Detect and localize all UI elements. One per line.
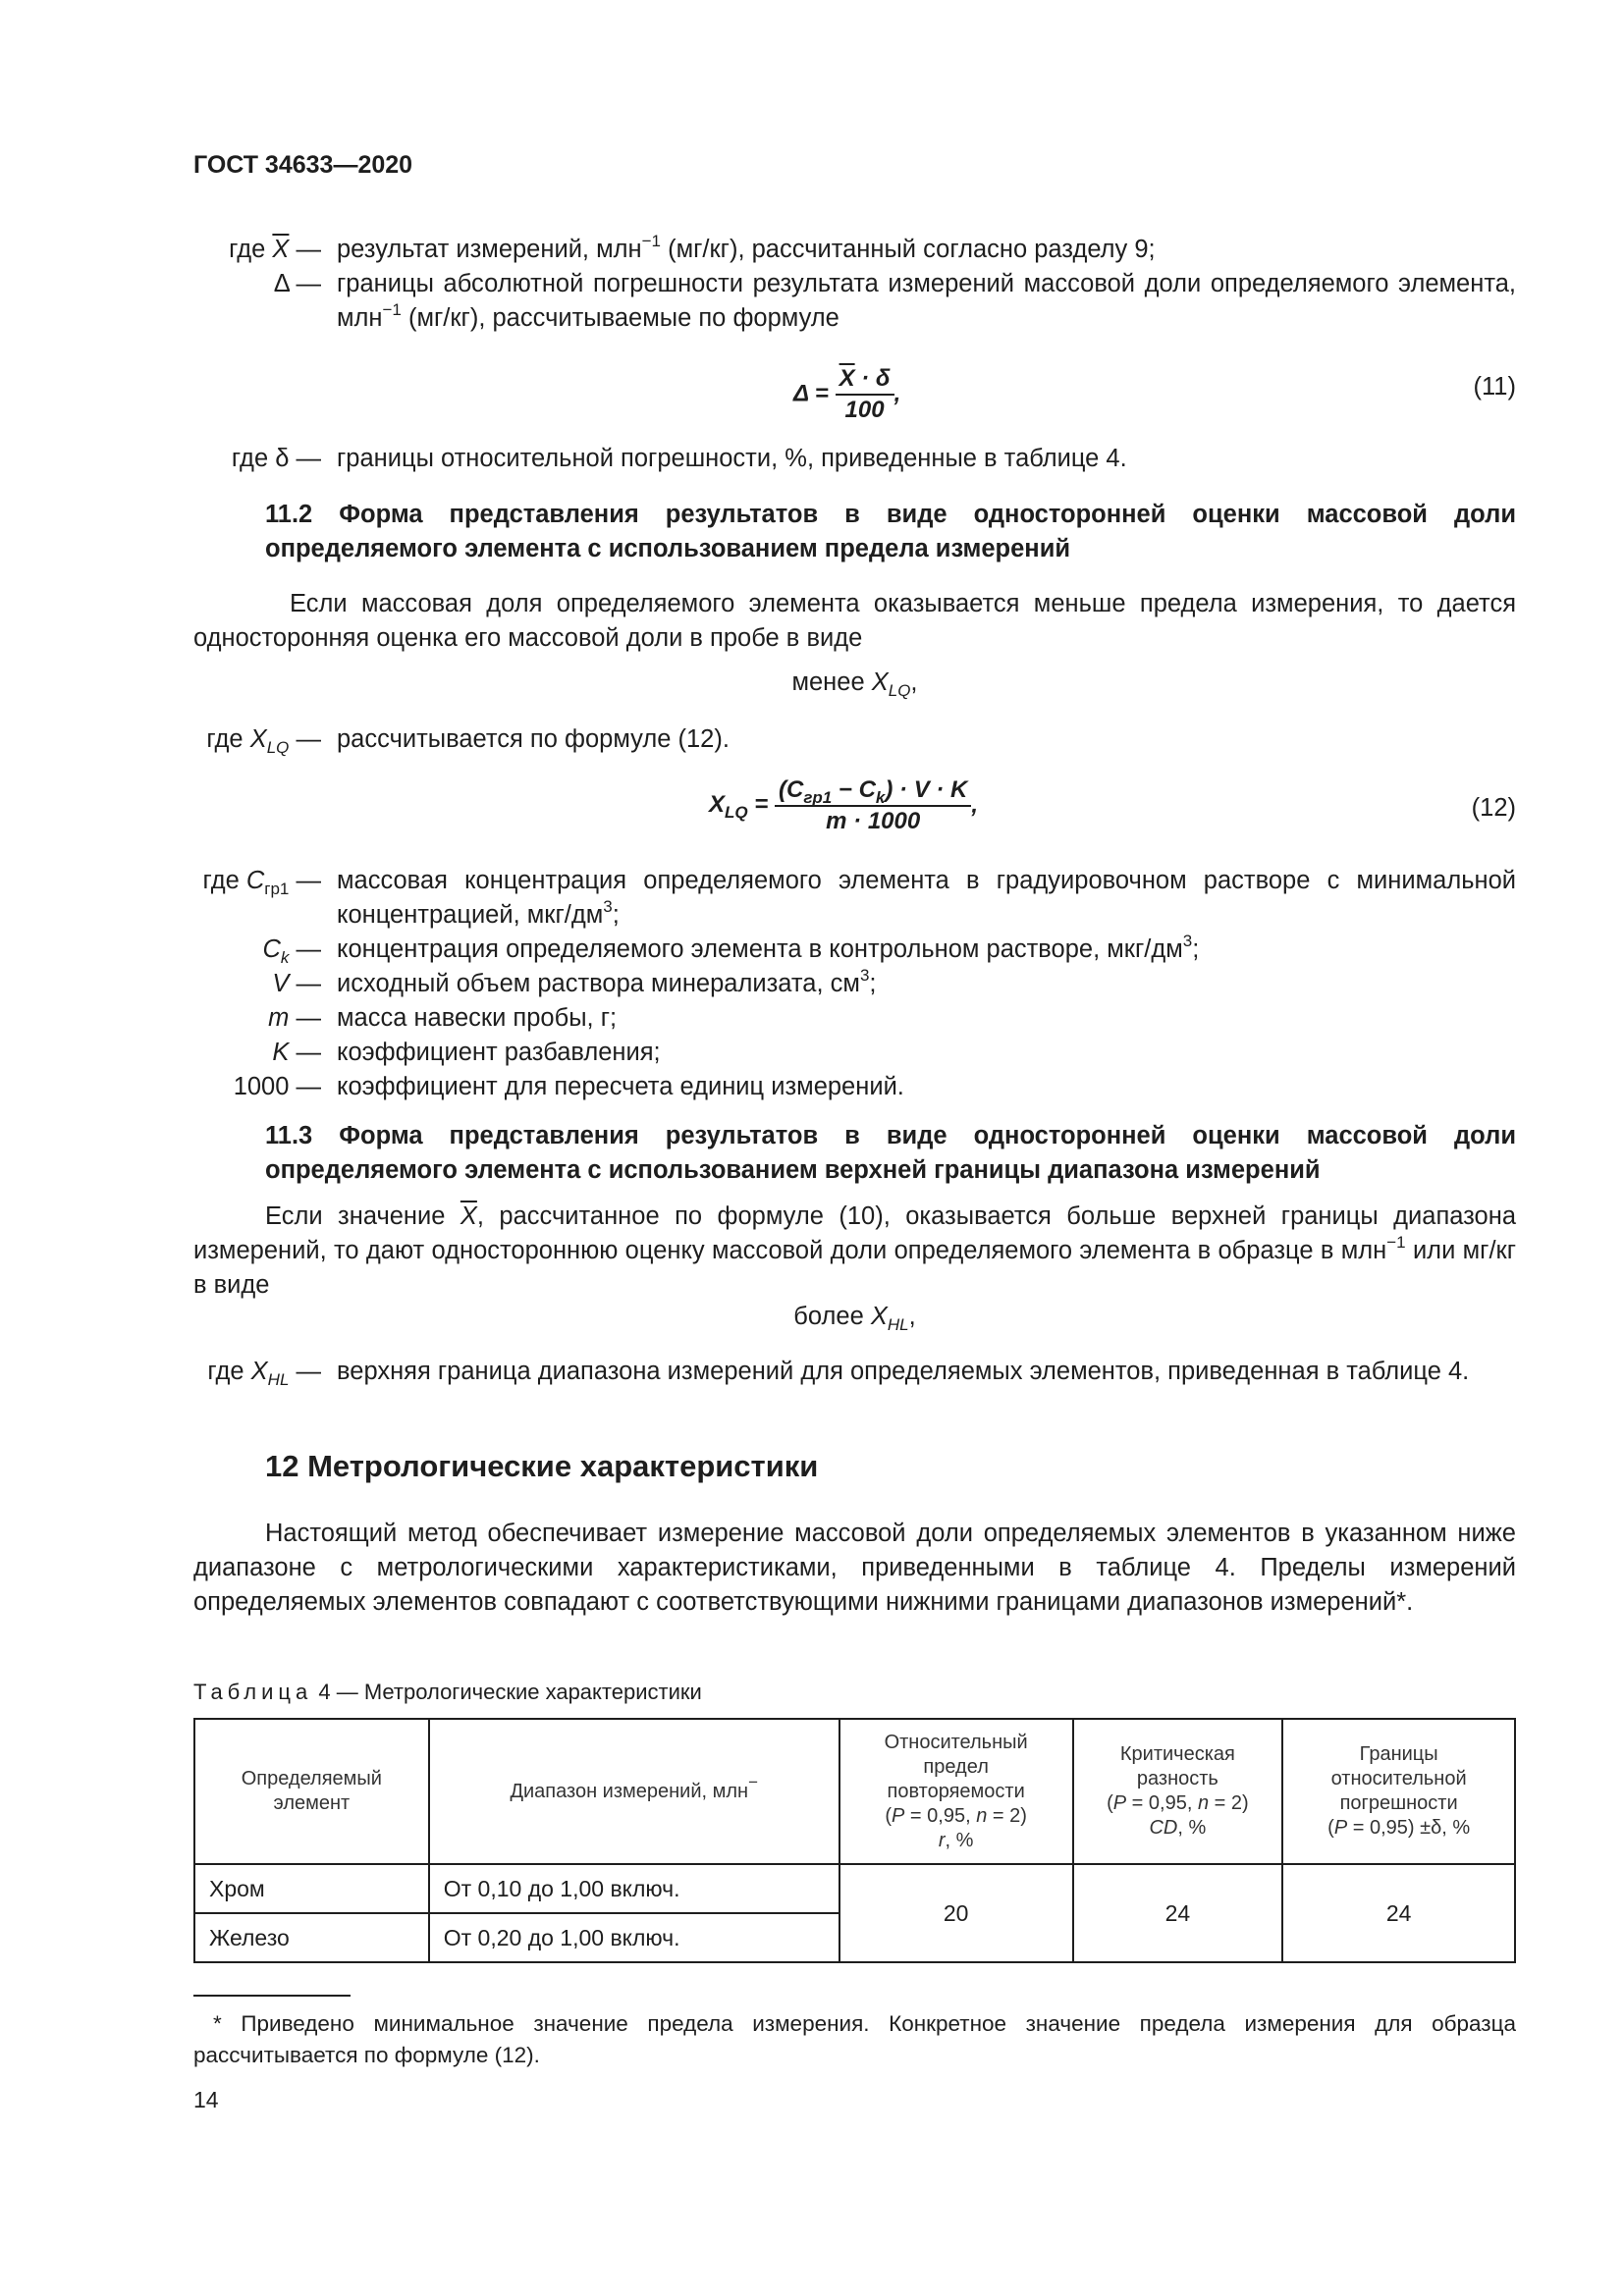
definition-text: массовая концентрация определяемого элемента в градуировочном растворе с минимальной концентрацией, мкг/$дм^3$; [337,867,1516,929]
table-caption-word: Таблица [193,1680,313,1704]
paragraph-12: Настоящий метод обеспечивает измерение массовой доли определяемых элементов в указанном ниже диапазоне с метрологическими характеристиками, приведенными в таблице 4. Пределы измерений определяемых элементов совпадают с соответствующими нижними границами диапазонов измерений*. [193,1520,1516,1616]
definition-text: результат измерений, млн$^{-1}$ (мг/кг), рассчитанный согласно разделу 9; [337,231,1156,263]
cell-repeatability: 20 [839,1864,1073,1962]
definition-c-gr1 [193,864,1516,933]
paragraph-11-2: Если массовая доля определяемого элемента оказывается меньше предела измерения, то дается односторонняя оценка его массовой доли в пробе в виде [193,590,1516,652]
definition-label: где $\overline{X}$ — [229,236,321,263]
document-header: ГОСТ 34633—2020 [193,151,413,179]
cell-critical-difference: 24 [1073,1864,1283,1962]
formula-tail: , [893,380,901,407]
equation-number-11: (11) [1473,373,1516,400]
definition-m [193,1001,1516,1036]
formula-lhs: Δ = [793,380,829,407]
numerator-rest: · δ [854,365,891,392]
metrology-table [193,1718,1516,1963]
formula-fraction [775,776,971,835]
definition-label: $C_k$ — [262,935,321,968]
definition-text: границы абсолютной погрешности результата измерений массовой доли определяемого элемента, млн$^{-1}$ (мг/кг), рассчитываемые по формуле [337,270,1516,332]
definition-label: Δ — [273,270,321,297]
formula-denominator: 100 [844,397,885,423]
header-range: Диапазон измерений, млн− [429,1719,839,1864]
definition-delta-rel [193,442,1516,476]
definition-text: рассчитывается по формуле (12). [337,725,730,753]
definition-1000 [193,1070,1516,1104]
formula-11 [793,365,900,424]
definition-c-k [193,933,1516,967]
less-than-expression: менее $X_{LQ}$, [791,668,918,701]
header-error-bounds: Границы относительной погрешности (P = 0,95) ±δ, % [1282,1719,1515,1864]
definition-text: исходный объем раствора минерализата, $см^3$; [337,965,877,997]
definition-label: 1000 — [233,1073,321,1100]
definition-text: коэффициент разбавления; [337,1039,661,1066]
header-critical-difference: Критическая разность (P = 0,95, n = 2) CD, % [1073,1719,1283,1864]
x-bar-symbol: $\overline{X}$ [839,365,855,392]
footnote: * Приведено минимальное значение предела измерения. Конкретное значение предела измерения для образца рассчитывается по формуле (12). [193,2011,1516,2067]
definition-v [193,967,1516,1001]
definition-x-bar [193,233,1516,267]
page-number: 14 [193,2087,219,2112]
definition-text: границы относительной погрешности, %, приведенные в таблице 4. [337,445,1127,472]
table-caption-rest: 4 — Метрологические характеристики [318,1680,702,1704]
table-row [194,1864,1515,1913]
cell-element: Хром [194,1864,429,1913]
definition-label: где $C_{гр1}$ — [202,867,321,899]
definition-label: где δ — [231,445,321,472]
table-header-row [194,1719,1515,1864]
definition-xlq [193,722,1516,757]
equation-number-12: (12) [1471,794,1516,822]
table-caption [193,1675,702,1709]
formula-fraction [836,365,894,424]
definition-delta-abs [193,267,1516,336]
header-repeatability: Относительный предел повторяемости (P = 0,95, n = 2) r, % [839,1719,1073,1864]
section-11-3-heading: 11.3 Форма представления результатов в виде односторонней оценки массовой доли определяемого элемента с использованием верхней границы диапазона измерений [265,1122,1516,1184]
footnote-separator [193,1995,351,1997]
definition-text: коэффициент для пересчета единиц измерений. [337,1073,904,1100]
section-12-title: 12 Метрологические характеристики [265,1449,819,1483]
formula-lhs: $X_{LQ}$ = [709,791,769,823]
formula-numerator: $(C_{гр1} - C_k) \cdot V \cdot K$ [775,776,971,807]
paragraph-11-3: Если значение $\overline{X}$, рассчитанное по формуле (10), оказывается больше верхней границы диапазона измерений, то дают одностороннюю оценку массовой доли определяемого элемента в образце в млн$^{-1}$ или мг/кг в виде [193,1202,1517,1299]
more-than-expression: более $X_{HL}$, [793,1303,916,1335]
formula-numerator [836,365,894,396]
formula-tail: , [971,791,979,819]
definition-xhl [193,1355,1516,1389]
header-element: Определяемый элемент [194,1719,429,1864]
section-11-2-heading: 11.2 Форма представления результатов в виде односторонней оценки массовой доли определяемого элемента с использованием предела измерений [265,501,1516,562]
definition-label: K — [272,1039,321,1066]
definition-label: где $X_{HL}$ — [207,1358,321,1390]
definition-label: m — [268,1004,321,1032]
formula-denominator: m · 1000 [826,808,921,834]
definition-text: верхняя граница диапазона измерений для определяемых элементов, приведенная в таблице 4. [337,1358,1470,1385]
definition-label: где $X_{LQ}$ — [206,725,321,758]
cell-range: От 0,20 до 1,00 включ. [429,1913,839,1962]
definition-k [193,1036,1516,1070]
definition-label: V — [272,970,321,997]
definition-text: концентрация определяемого элемента в контрольном растворе, мкг/$дм^3$; [337,931,1200,963]
definition-text: масса навески пробы, г; [337,1004,618,1032]
formula-12 [709,776,978,835]
cell-error-bounds: 24 [1282,1864,1515,1962]
cell-element: Железо [194,1913,429,1962]
cell-range: От 0,10 до 1,00 включ. [429,1864,839,1913]
